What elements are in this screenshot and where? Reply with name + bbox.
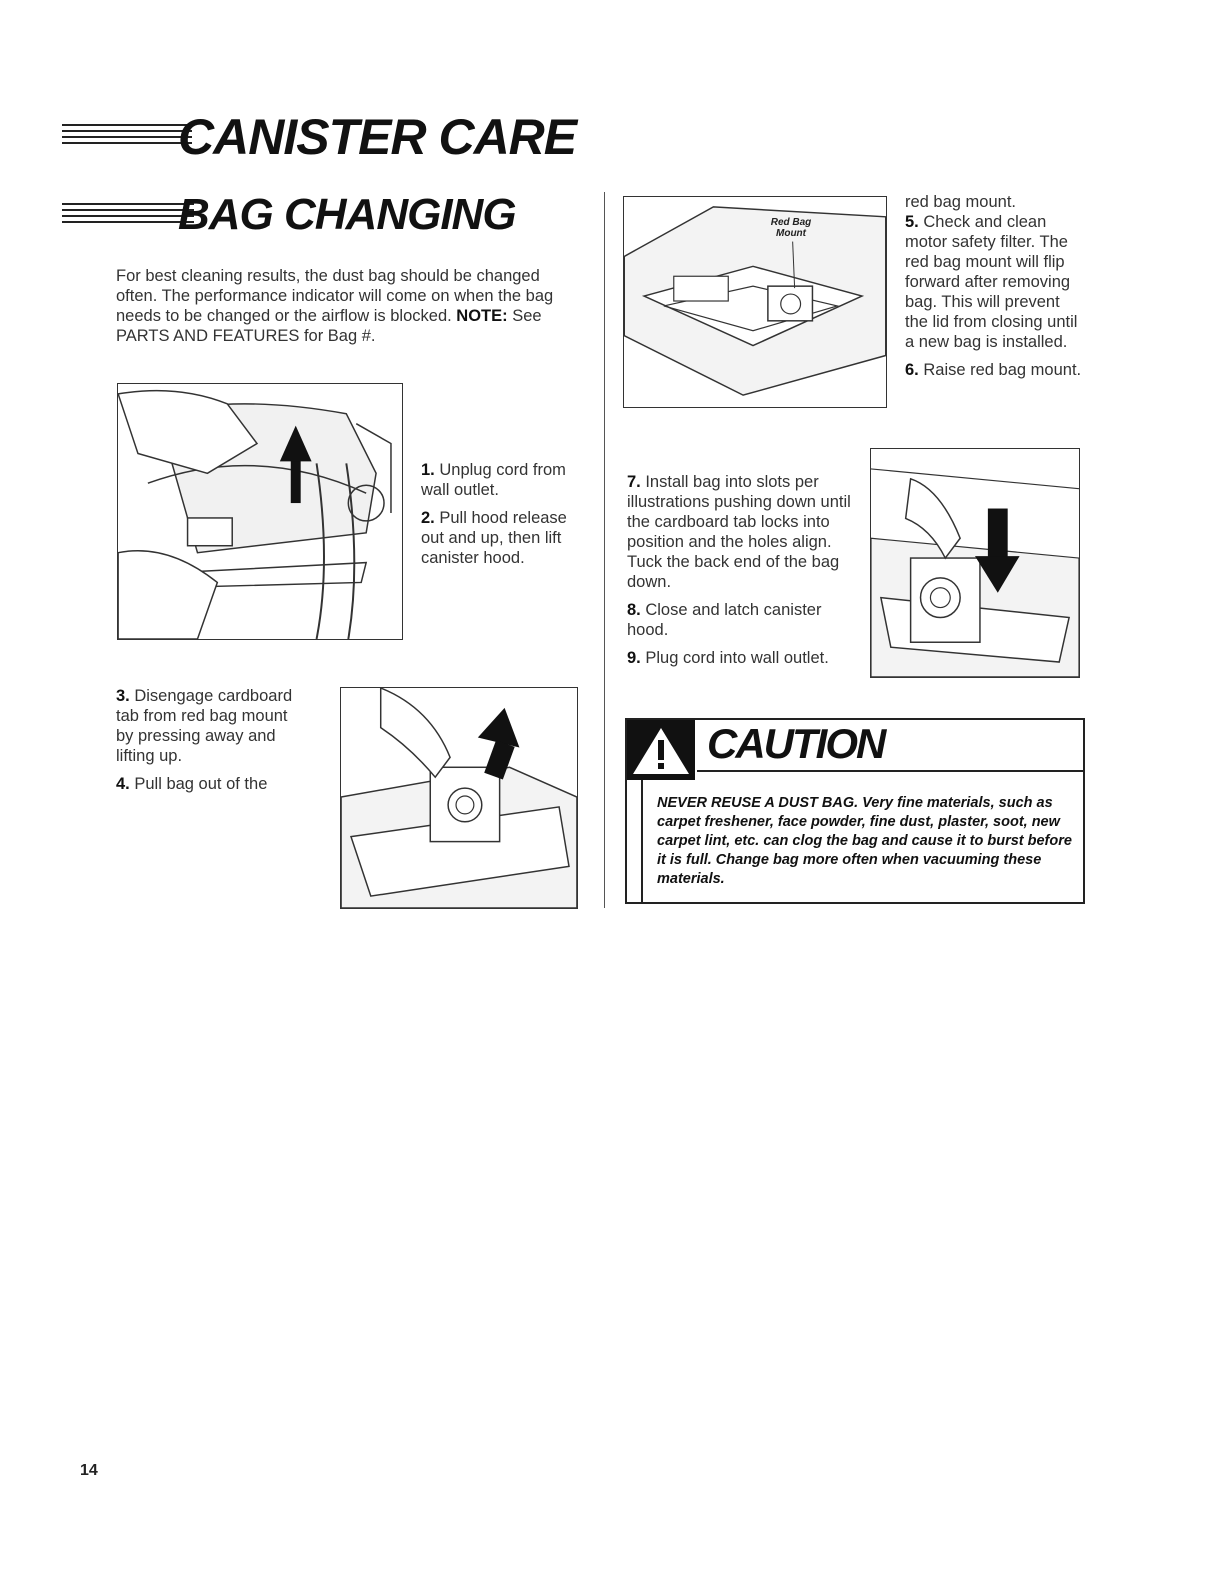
figure-install-bag — [870, 448, 1080, 678]
step-6-number: 6. — [905, 361, 919, 379]
note-label: NOTE: — [456, 307, 508, 325]
step-4-continued-text: red bag mount. — [905, 193, 1016, 211]
step-7-number: 7. — [627, 473, 641, 491]
step-3 — [116, 686, 306, 766]
step-5 — [905, 212, 1083, 352]
step-3-text: Disengage cardboard tab from red bag mount by pressing away and lifting up. — [116, 687, 293, 765]
step-4-continued — [905, 192, 1083, 212]
step-5-text: Check and clean motor safety filter. The red bag mount will flip forward after removing bag. This will prevent the lid from closing until a new bag is installed. — [905, 213, 1078, 351]
red-bag-mount-callout: Red Bag Mount — [770, 217, 812, 239]
step-2 — [421, 508, 571, 568]
step-1 — [421, 460, 571, 500]
intro-note-text: See PARTS AND FEATURES for Bag #. — [116, 307, 542, 345]
intro-text: For best cleaning results, the dust bag should be changed often. The performance indicator will come on when the bag needs to be changed or the airflow is blocked. — [116, 267, 554, 325]
figure-lift-hood — [117, 383, 403, 640]
step-9-number: 9. — [627, 649, 641, 667]
figure-red-bag-mount — [623, 196, 887, 408]
step-1-text: Unplug cord from wall outlet. — [421, 461, 566, 499]
step-7 — [627, 472, 852, 592]
section-heading-bag-changing: BAG CHANGING — [178, 190, 516, 239]
step-9 — [627, 648, 852, 668]
step-8-number: 8. — [627, 601, 641, 619]
step-4-number: 4. — [116, 775, 130, 793]
heading-rule-lines-2 — [62, 203, 194, 227]
caution-text: NEVER REUSE A DUST BAG. Very fine materials, such as carpet freshener, face powder, fine dust, plaster, soot, new carpet lint, etc. can clog the bag and cause it to burst before it is full. Change bag more often when vacuuming these materials. — [657, 795, 1072, 887]
figure-disengage-tab — [340, 687, 578, 909]
heading-rule-lines-1 — [62, 124, 192, 148]
page-heading-canister-care: CANISTER CARE — [178, 109, 577, 165]
steps-4-cont-5-6 — [905, 192, 1083, 388]
step-1-number: 1. — [421, 461, 435, 479]
steps-1-2 — [421, 460, 571, 576]
step-8-text: Close and latch canister hood. — [627, 601, 822, 639]
step-4 — [116, 774, 306, 794]
column-divider — [604, 192, 605, 908]
step-4-text: Pull bag out of the — [129, 775, 268, 793]
step-6 — [905, 360, 1083, 380]
step-8 — [627, 600, 852, 640]
steps-3-4 — [116, 686, 306, 802]
caution-title-rule — [697, 770, 1085, 772]
intro-paragraph — [116, 266, 574, 346]
caution-box — [625, 718, 1085, 904]
caution-left-rule — [641, 780, 643, 904]
step-9-text: Plug cord into wall outlet. — [640, 649, 829, 667]
step-2-text: Pull hood release out and up, then lift canister hood. — [421, 509, 567, 567]
step-6-text: Raise red bag mount. — [918, 361, 1082, 379]
caution-title: CAUTION — [707, 720, 885, 767]
step-3-number: 3. — [116, 687, 130, 705]
step-7-text: Install bag into slots per illustrations pushing down until the cardboard tab locks into position and the holes align. Tuck the back end of the bag down. — [627, 473, 851, 591]
steps-7-9 — [627, 472, 852, 676]
page-number: 14 — [80, 1462, 98, 1479]
step-2-number: 2. — [421, 509, 435, 527]
warning-icon — [627, 720, 695, 780]
step-5-number: 5. — [905, 213, 919, 231]
